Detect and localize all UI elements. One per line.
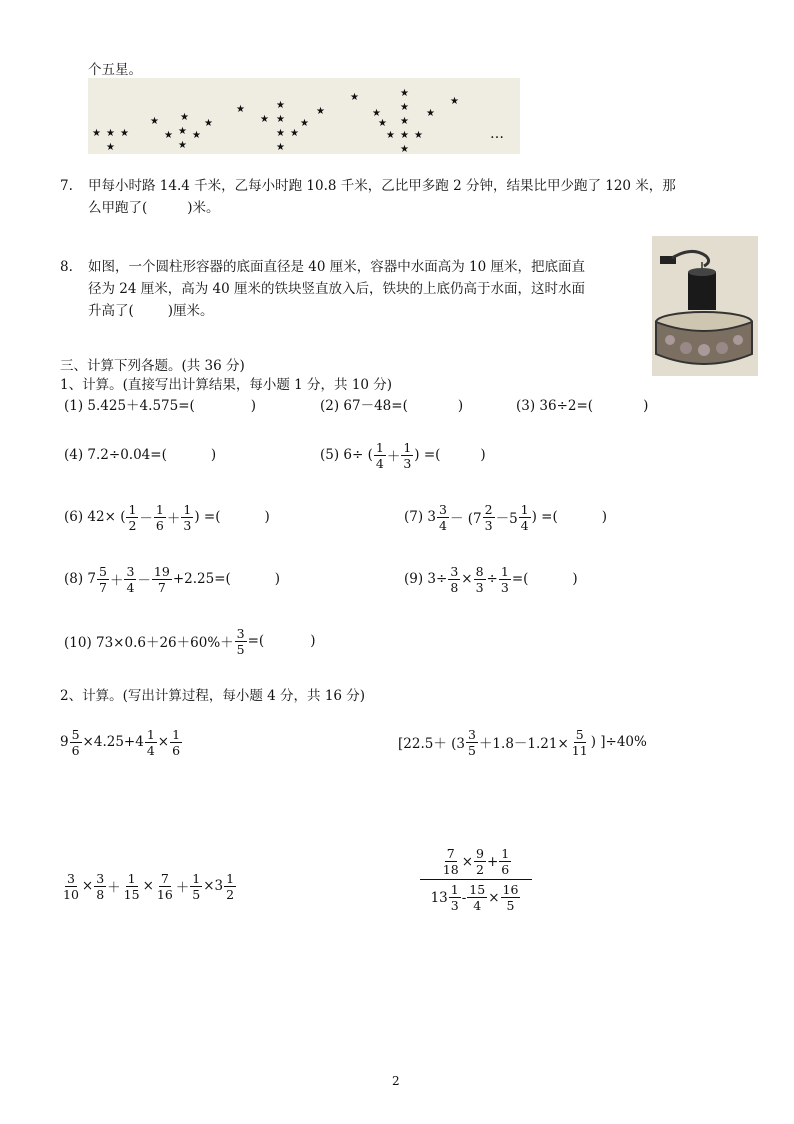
close-paren: ) xyxy=(572,571,578,587)
fraction xyxy=(170,727,182,758)
q8-line3 xyxy=(88,300,214,322)
plus-sign: ＋ xyxy=(107,880,121,896)
fraction xyxy=(466,727,478,758)
plus-sign: ＋ xyxy=(386,449,401,465)
item-3 xyxy=(516,395,648,417)
minus-sign: － xyxy=(137,573,151,589)
item-6 xyxy=(64,498,270,536)
numerator: 1 xyxy=(403,439,412,455)
item-4-expr: (4) 7.2÷0.04=( xyxy=(64,447,167,463)
numerator: 1 xyxy=(146,726,155,742)
fraction xyxy=(401,440,413,471)
denominator: 7 xyxy=(99,579,107,595)
q7-line2 xyxy=(88,197,220,219)
fraction xyxy=(467,882,487,913)
numerator: 3 xyxy=(439,501,447,517)
expr-mid: ＋1.8－1.21× xyxy=(478,736,569,752)
fraction xyxy=(94,871,106,902)
times-sign: × xyxy=(142,878,154,894)
denominator: 2 xyxy=(226,886,235,902)
item-8-suffix: +2.25=( xyxy=(172,571,231,587)
numerator: 1 xyxy=(226,870,235,886)
denominator: 3 xyxy=(500,579,509,595)
item-10 xyxy=(64,622,315,660)
plus-sign: + xyxy=(486,853,499,870)
fraction xyxy=(441,846,461,877)
q8-line2: 径为 24 厘米，高为 40 厘米的铁块竖直放入后，铁块的上底仍高于水面，这时水面 xyxy=(88,281,586,297)
item-5 xyxy=(320,436,486,474)
expr-suffix: ) ]÷40% xyxy=(590,734,647,750)
numerator: 1 xyxy=(500,563,509,579)
denominator: 4 xyxy=(520,517,529,533)
calc-problem-b xyxy=(398,722,647,762)
close-paren: ) xyxy=(210,447,217,463)
fraction xyxy=(190,871,202,902)
denominator: 3 xyxy=(450,898,459,913)
numerator: 3 xyxy=(96,870,105,886)
denominator: 6 xyxy=(501,862,510,877)
denominator: 8 xyxy=(450,579,459,595)
fraction xyxy=(374,440,386,471)
close-paren: ) xyxy=(480,447,486,463)
fraction xyxy=(570,727,590,758)
denominator: 3 xyxy=(475,579,484,595)
item-6-prefix: (6) 42× ( xyxy=(64,509,126,525)
fraction xyxy=(448,564,460,595)
fraction xyxy=(145,727,157,758)
expr-prefix: [22.5＋ (3 xyxy=(398,736,465,752)
fraction xyxy=(499,564,511,595)
item-4 xyxy=(64,444,216,466)
denominator: 6 xyxy=(155,517,164,533)
close-paren: ) xyxy=(274,571,281,587)
item-9-suffix: =( xyxy=(511,571,529,587)
numerator: 5 xyxy=(99,563,107,579)
expr-mid: ×4.25+4 xyxy=(82,734,144,750)
close-paren: ) xyxy=(310,633,316,649)
denominator: 3 xyxy=(403,455,412,471)
denominator: 4 xyxy=(375,455,384,471)
item-9-prefix: (9) 3÷ xyxy=(404,571,448,587)
item-6-suffix: ) =( xyxy=(194,509,221,525)
item-10-suffix: =( xyxy=(247,633,265,649)
whole-number: 13 xyxy=(430,889,448,906)
numerator: 19 xyxy=(153,563,170,579)
item-9 xyxy=(404,560,578,598)
fraction xyxy=(122,871,142,902)
item-3-expr: (3) 36÷2=( xyxy=(516,398,594,414)
item-5-prefix: (5) 6÷ ( xyxy=(320,447,373,463)
numerator: 1 xyxy=(520,501,529,517)
item-7-prefix: (7) 3 xyxy=(404,509,437,525)
complex-fraction-numerator xyxy=(426,846,526,879)
part2-instructions: 2、计算。(写出计算过程，每小题 4 分，共 16 分) xyxy=(60,688,366,704)
close-paren: ) xyxy=(643,398,649,414)
q7-line2-a: 么甲跑了( xyxy=(88,200,148,216)
numerator: 1 xyxy=(172,726,181,742)
fraction xyxy=(155,871,175,902)
plus-sign: ＋ xyxy=(175,880,190,896)
item-7-mid: － (7 xyxy=(449,511,482,527)
calc-problem-d xyxy=(420,846,532,913)
fraction xyxy=(499,846,511,877)
numerator: 3 xyxy=(66,870,75,886)
numerator: 5 xyxy=(575,726,584,742)
denominator: 5 xyxy=(506,898,515,913)
fraction xyxy=(97,564,109,595)
times-sign: ×3 xyxy=(203,878,224,894)
denominator: 5 xyxy=(192,886,201,902)
denominator: 3 xyxy=(484,517,493,533)
page-number: 2 xyxy=(392,1074,400,1088)
close-paren: ) xyxy=(601,509,608,525)
q8-number: 8. xyxy=(60,259,73,275)
item-8-prefix: (8) 7 xyxy=(64,571,97,587)
q7-number: 7. xyxy=(60,178,73,194)
ellipsis: … xyxy=(490,126,504,142)
denominator: 5 xyxy=(236,641,245,657)
numerator: 1 xyxy=(192,870,201,886)
numerator: 1 xyxy=(375,439,384,455)
q8-line3-a: 升高了( xyxy=(88,303,134,319)
fraction xyxy=(152,564,172,595)
q6-tail-text: 个五星。 xyxy=(88,62,142,78)
complex-fraction-denominator xyxy=(431,880,522,913)
minus-sign: - xyxy=(461,889,467,906)
item-1 xyxy=(64,395,256,417)
denominator: 15 xyxy=(123,886,140,902)
section3-heading: 三、计算下列各题。(共 36 分) xyxy=(60,358,245,374)
numerator: 16 xyxy=(502,882,519,897)
fraction xyxy=(449,882,461,913)
numerator: 7 xyxy=(160,870,169,886)
numerator: 1 xyxy=(183,501,192,517)
item-7-suffix: ) =( xyxy=(531,509,558,525)
denominator: 16 xyxy=(156,886,173,902)
denominator: 4 xyxy=(473,898,482,913)
denominator: 6 xyxy=(71,742,80,758)
numerator: 1 xyxy=(155,501,164,517)
item-5-suffix: ) =( xyxy=(414,447,441,463)
minus-sign: － xyxy=(139,511,153,527)
q8-line1: 如图，一个圆柱形容器的底面直径是 40 厘米，容器中水面高为 10 厘米，把底面直 xyxy=(88,259,586,275)
item-7-mid2: －5 xyxy=(495,511,518,527)
fraction xyxy=(61,871,81,902)
fraction xyxy=(124,564,136,595)
numerator: 7 xyxy=(446,846,455,861)
close-paren: ) xyxy=(250,398,257,414)
item-8 xyxy=(64,560,280,598)
numerator: 1 xyxy=(501,846,510,861)
fraction xyxy=(437,502,449,533)
star-pattern-figure: ★ ★ ★ ★ ★ ★ ★ ★ ★ ★ ★ ★ ★ ★ ★ ★ ★ ★ ★ ★ ★ ★ ★ ★ ★ ★ ★ ★ ★ ★ ★ ★ … xyxy=(88,78,520,154)
numerator: 15 xyxy=(469,882,486,897)
denominator: 8 xyxy=(96,886,105,902)
divide-sign: ÷ xyxy=(486,571,498,587)
denominator: 4 xyxy=(146,742,155,758)
fraction xyxy=(181,502,193,533)
denominator: 7 xyxy=(157,579,166,595)
denominator: 2 xyxy=(476,862,484,877)
item-1-expr: (1) 5.425＋4.575=( xyxy=(64,398,195,414)
numerator: 1 xyxy=(450,882,459,897)
times-sign: × xyxy=(81,878,94,894)
numerator: 3 xyxy=(236,625,245,641)
denominator: 11 xyxy=(571,742,588,758)
denominator: 4 xyxy=(439,517,447,533)
close-paren: ) xyxy=(264,509,270,525)
denominator: 3 xyxy=(183,517,192,533)
fraction xyxy=(224,871,236,902)
denominator: 5 xyxy=(467,742,476,758)
denominator: 6 xyxy=(172,742,181,758)
calc-problem-c xyxy=(60,866,237,906)
whole-number: 9 xyxy=(60,734,69,750)
item-2 xyxy=(320,395,463,417)
close-paren: ) xyxy=(457,398,464,414)
cylinder-illustration xyxy=(652,236,758,376)
times-sign: × xyxy=(157,734,170,750)
fraction xyxy=(235,626,247,657)
numerator: 5 xyxy=(71,726,80,742)
part1-instructions: 1、计算。(直接写出计算结果，每小题 1 分，共 10 分) xyxy=(60,377,393,393)
plus-sign: ＋ xyxy=(109,573,124,589)
fraction xyxy=(519,502,531,533)
numerator: 3 xyxy=(467,726,476,742)
plus-sign: ＋ xyxy=(166,511,181,527)
fraction xyxy=(474,564,486,595)
fraction xyxy=(501,882,521,913)
fraction xyxy=(154,502,166,533)
denominator: 4 xyxy=(126,579,135,595)
numerator: 3 xyxy=(126,563,135,579)
q8-line3-b: )厘米。 xyxy=(167,303,214,319)
item-10-prefix: (10) 73×0.6＋26＋60%＋ xyxy=(64,635,234,651)
denominator: 18 xyxy=(442,862,459,877)
numerator: 9 xyxy=(476,846,484,861)
numerator: 8 xyxy=(475,563,484,579)
fraction xyxy=(483,502,495,533)
calc-problem-a xyxy=(60,722,183,762)
times-sign: × xyxy=(461,853,473,870)
item-2-expr: (2) 67－48=( xyxy=(320,398,408,414)
times-sign: × xyxy=(461,571,473,587)
fraction xyxy=(126,502,138,533)
numerator: 1 xyxy=(128,501,137,517)
denominator: 2 xyxy=(128,517,137,533)
item-7 xyxy=(404,498,607,536)
q7-line1: 甲每小时路 14.4 千米，乙每小时跑 10.8 千米，乙比甲多跑 2 分钟，结果比甲少跑了 120 米，那 xyxy=(88,178,676,194)
numerator: 2 xyxy=(484,501,493,517)
cylinder-container-figure xyxy=(652,236,758,376)
numerator: 1 xyxy=(127,870,136,886)
fraction xyxy=(474,846,486,877)
times-sign: × xyxy=(488,889,500,906)
fraction xyxy=(70,727,82,758)
denominator: 10 xyxy=(63,886,79,902)
q7-line2-b: )米。 xyxy=(187,200,220,216)
numerator: 3 xyxy=(450,563,459,579)
